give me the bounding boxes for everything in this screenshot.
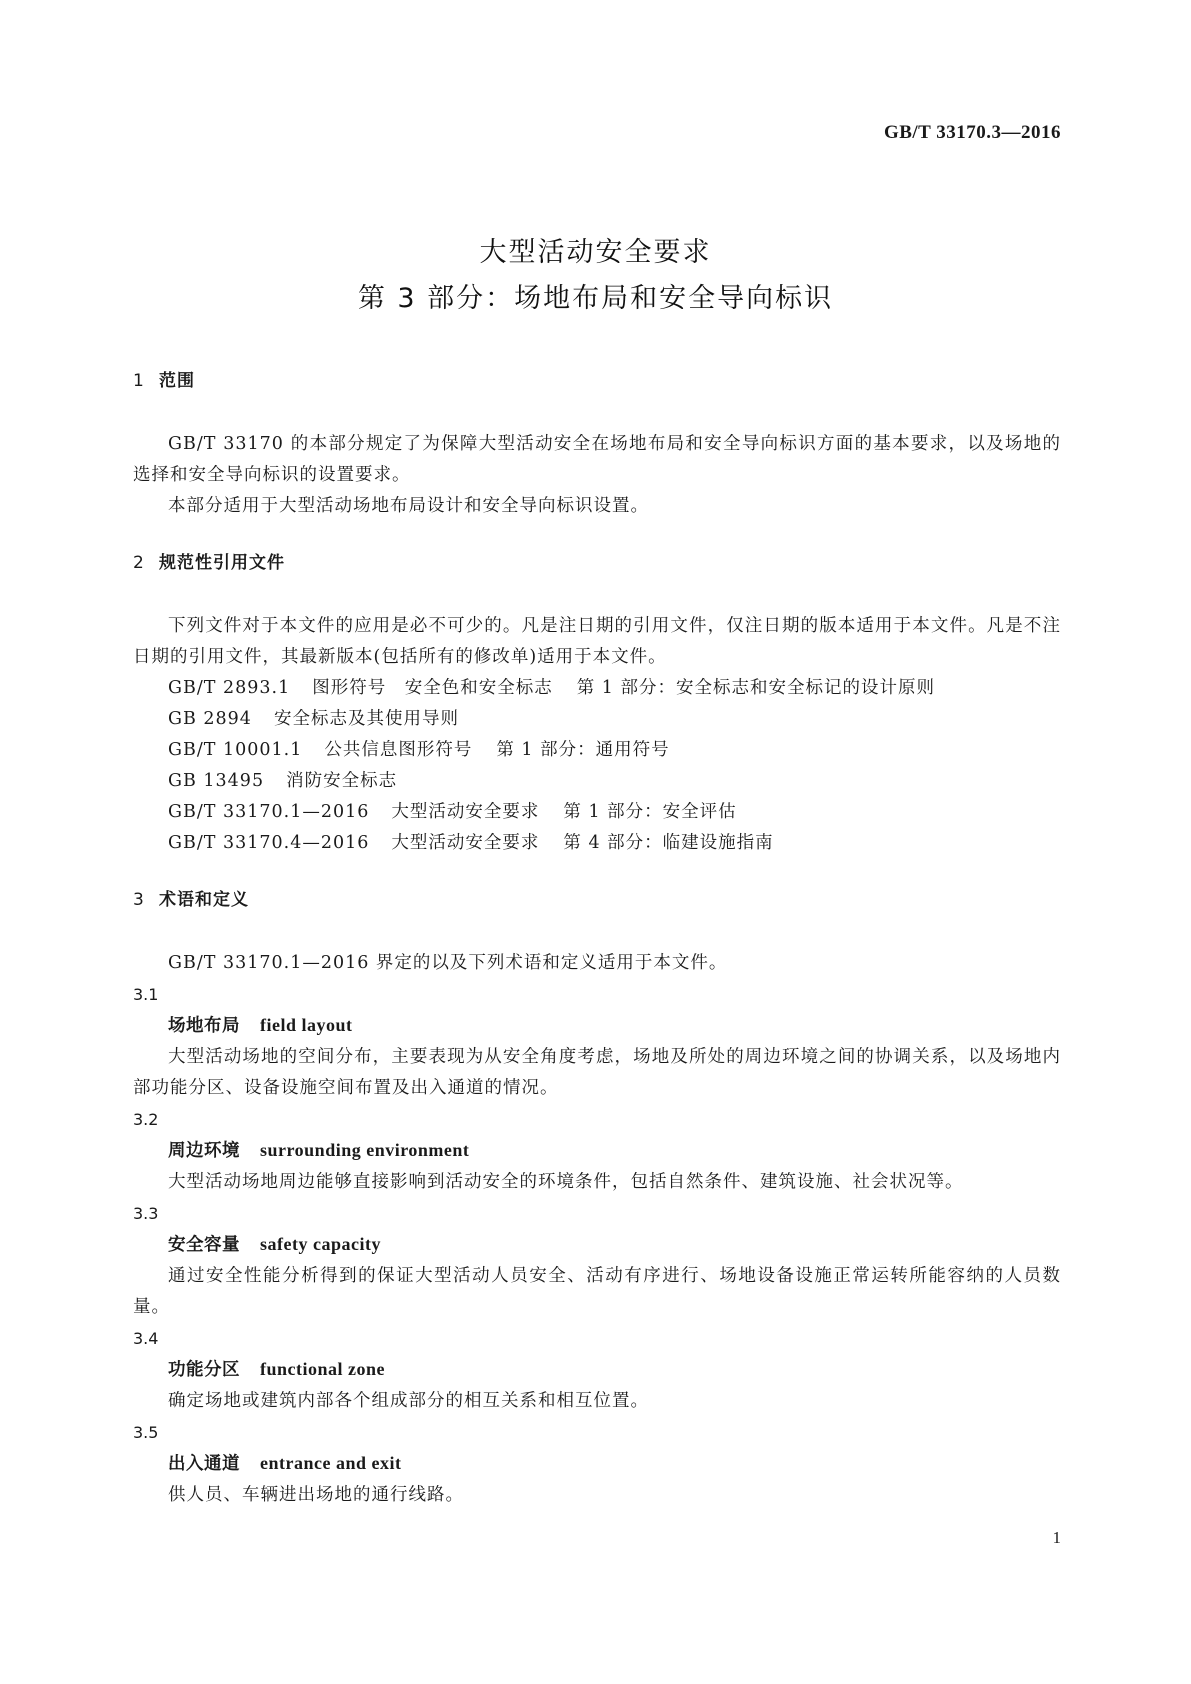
term-heading: [133, 1229, 1061, 1261]
reference-part: 第 1 部分：通用符号: [496, 740, 670, 760]
reference-item: [133, 766, 1061, 797]
section-title: 范围: [159, 371, 195, 391]
reference-name: 消防安全标志: [286, 771, 398, 791]
term-definition: 通过安全性能分析得到的保证大型活动人员安全、活动有序进行、场地设备设施正常运转所能容纳的人员数量。: [133, 1266, 1061, 1317]
reference-code: GB/T 33170.4—2016: [168, 833, 370, 853]
section-2-heading: [133, 548, 1061, 579]
document-body: [133, 366, 1061, 1511]
reference-item: [133, 828, 1061, 859]
section-number: 2: [133, 553, 145, 573]
term-english: functional zone: [260, 1359, 386, 1379]
reference-name: 大型活动安全要求: [391, 802, 540, 822]
term-number: 3.1: [133, 985, 159, 1004]
term-definition: 供人员、车辆进出场地的通行线路。: [168, 1485, 464, 1505]
document-title: 大型活动安全要求: [479, 237, 712, 268]
standard-code: GB/T 33170.3—2016: [883, 122, 1061, 143]
term-english: surrounding environment: [260, 1140, 470, 1160]
term-number: 3.2: [133, 1110, 159, 1129]
term-number: 3.5: [133, 1423, 159, 1442]
reference-part: 第 1 部分：安全评估: [563, 802, 737, 822]
reference-code: GB/T 10001.1: [168, 740, 303, 760]
section-3-heading: [133, 885, 1061, 916]
paragraph: 本部分适用于大型活动场地布局设计和安全导向标识设置。: [168, 496, 649, 516]
term-chinese: 功能分区: [168, 1360, 240, 1380]
term-heading: [133, 1354, 1061, 1386]
term-english: field layout: [260, 1015, 353, 1035]
section-number: 1: [133, 371, 145, 391]
term-heading: [133, 1448, 1061, 1480]
reference-code: GB/T 33170.1—2016: [168, 802, 370, 822]
reference-name: 图形符号 安全色和安全标志: [312, 678, 553, 698]
term-definition: 确定场地或建筑内部各个组成部分的相互关系和相互位置。: [168, 1391, 649, 1411]
term-chinese: 出入通道: [168, 1454, 240, 1474]
term-heading: [133, 1135, 1061, 1167]
reference-code: GB/T 2893.1: [168, 678, 291, 698]
reference-item: [133, 673, 1061, 704]
page-number: 1: [1052, 1528, 1061, 1547]
paragraph: 下列文件对于本文件的应用是必不可少的。凡是注日期的引用文件，仅注日期的版本适用于本文件。凡是不注日期的引用文件，其最新版本(包括所有的修改单)适用于本文件。: [133, 616, 1061, 667]
reference-code: GB 13495: [168, 771, 265, 791]
section-title: 规范性引用文件: [159, 553, 285, 573]
term-number: 3.4: [133, 1329, 159, 1348]
term-definition: 大型活动场地周边能够直接影响到活动安全的环境条件，包括自然条件、建筑设施、社会状况等。: [168, 1172, 964, 1192]
section-title: 术语和定义: [159, 890, 249, 910]
term-chinese: 场地布局: [168, 1016, 240, 1036]
reference-item: [133, 704, 1061, 735]
reference-name: 公共信息图形符号: [324, 740, 473, 760]
term-number: 3.3: [133, 1204, 159, 1223]
reference-part: 第 4 部分：临建设施指南: [563, 833, 774, 853]
term-definition: 大型活动场地的空间分布，主要表现为从安全角度考虑，场地及所处的周边环境之间的协调关系，以及场地内部功能分区、设备设施空间布置及出入通道的情况。: [133, 1047, 1061, 1098]
section-number: 3: [133, 890, 145, 910]
paragraph: GB/T 33170.1—2016 界定的以及下列术语和定义适用于本文件。: [168, 953, 728, 973]
term-english: entrance and exit: [260, 1453, 402, 1473]
section-1-heading: [133, 366, 1061, 397]
reference-item: [133, 797, 1061, 828]
reference-name: 安全标志及其使用导则: [273, 709, 459, 729]
reference-name: 大型活动安全要求: [391, 833, 540, 853]
term-chinese: 周边环境: [168, 1141, 240, 1161]
document-subtitle: 第 3 部分：场地布局和安全导向标识: [357, 283, 834, 314]
term-heading: [133, 1010, 1061, 1042]
term-english: safety capacity: [260, 1234, 381, 1254]
term-chinese: 安全容量: [168, 1235, 240, 1255]
reference-item: [133, 735, 1061, 766]
reference-part: 第 1 部分：安全标志和安全标记的设计原则: [576, 678, 935, 698]
reference-code: GB 2894: [168, 709, 252, 729]
paragraph: GB/T 33170 的本部分规定了为保障大型活动安全在场地布局和安全导向标识方面的基本要求，以及场地的选择和安全导向标识的设置要求。: [133, 434, 1061, 485]
